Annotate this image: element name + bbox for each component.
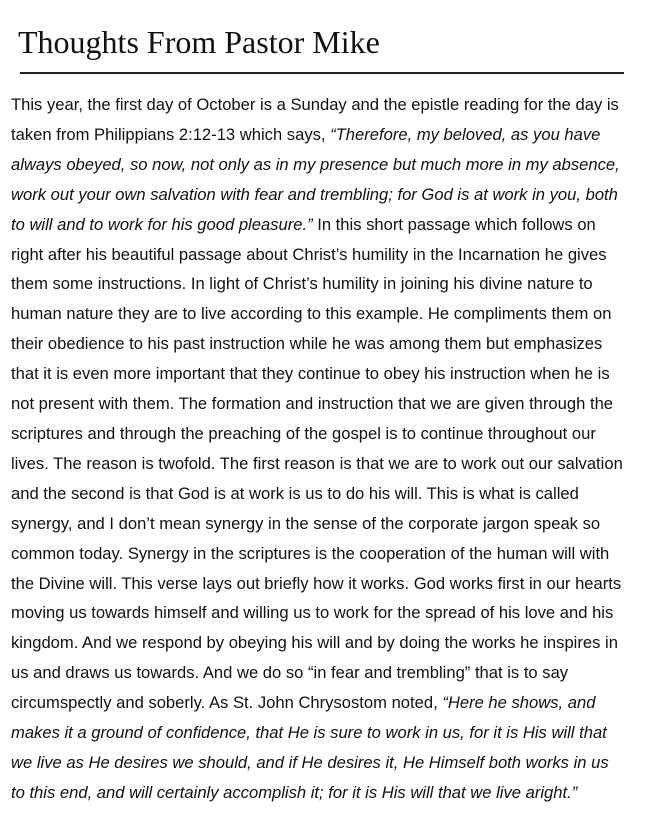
text-line [11,718,661,748]
quoted-text: to will and to work for his good pleasure.” [11,214,313,234]
text-segment: circumspectly and soberly. As St. John Chrysostom noted, [11,693,443,713]
text-line [11,90,661,120]
quoted-text: “Here he shows, and [442,693,596,713]
text-line [11,180,661,210]
text-line [11,658,661,688]
text-line [11,479,661,509]
text-segment: right after his beautiful passage about Christ’s humility in the Incarnation he gives [11,244,607,264]
text-segment: scriptures and through the preaching of the gospel is to continue throughout our [11,423,596,443]
text-segment: us and draws us towards. And we do so “in fear and trembling” that is to say [11,663,569,683]
text-line [11,120,661,150]
quoted-text: to this end, and will certainly accomplish it; for it is His will that we live aright.” [11,782,578,802]
quoted-text: “Therefore, my beloved, as you have [330,124,601,144]
text-line [11,269,661,299]
text-segment: them some instructions. In light of Christ’s humility in joining his divine nature to [11,274,593,294]
text-line [11,748,661,778]
text-segment: and the second is that God is at work is us to do his will. This is what is called [11,483,579,503]
text-line [11,329,661,359]
text-segment: synergy, and I don’t mean synergy in the sense of the corporate jargon speak so [11,513,601,533]
text-segment: This year, the first day of October is a Sunday and the epistle reading for the day is [11,95,619,114]
text-segment: their obedience to his past instruction while he was among them but emphasizes [11,334,603,354]
text-line [11,569,661,599]
text-segment: that it is even more important that they continue to obey his instruction when he is [11,364,610,384]
text-line [11,449,661,479]
quoted-text: work out your own salvation with fear and trembling; for God is at work in you, both [11,184,618,204]
quoted-text: makes it a ground of confidence, that He is sure to work in us, for it is His will that [11,723,607,743]
article-body [11,90,661,808]
page-title: Thoughts From Pastor Mike [18,24,380,60]
text-line [11,299,661,329]
text-segment: taken from Philippians 2:12-13 which says, [11,124,331,144]
text-segment: the Divine will. This verse lays out briefly how it works. God works first in our hearts [11,573,622,593]
text-line [11,150,661,180]
text-segment: not present with them. The formation and instruction that we are given through the [11,394,614,414]
text-line [11,598,661,628]
text-line [11,688,661,718]
text-segment: moving us towards himself and willing us to work for the spread of his love and his [11,603,614,623]
text-line [11,539,661,569]
title-divider [20,72,624,74]
quoted-text: always obeyed, so now, not only as in my presence but much more in my absence, [11,154,620,174]
text-segment: common today. Synergy in the scriptures is the cooperation of the human will with [11,543,610,563]
text-segment: In this short passage which follows on [312,214,596,234]
text-line [11,419,661,449]
text-line [11,359,661,389]
quoted-text: we live as He desires we should, and if He desires it, He Himself both works in us [11,752,609,772]
text-line [11,778,661,808]
text-line [11,210,661,240]
text-line [11,389,661,419]
text-line [11,628,661,658]
text-line [11,240,661,270]
text-line [11,509,661,539]
text-segment: lives. The reason is twofold. The first reason is that we are to work out our salvation [11,453,623,473]
text-segment: human nature they are to live according to this example. He compliments them on [11,304,612,324]
text-segment: kingdom. And we respond by obeying his will and by doing the works he inspires in [11,633,618,653]
